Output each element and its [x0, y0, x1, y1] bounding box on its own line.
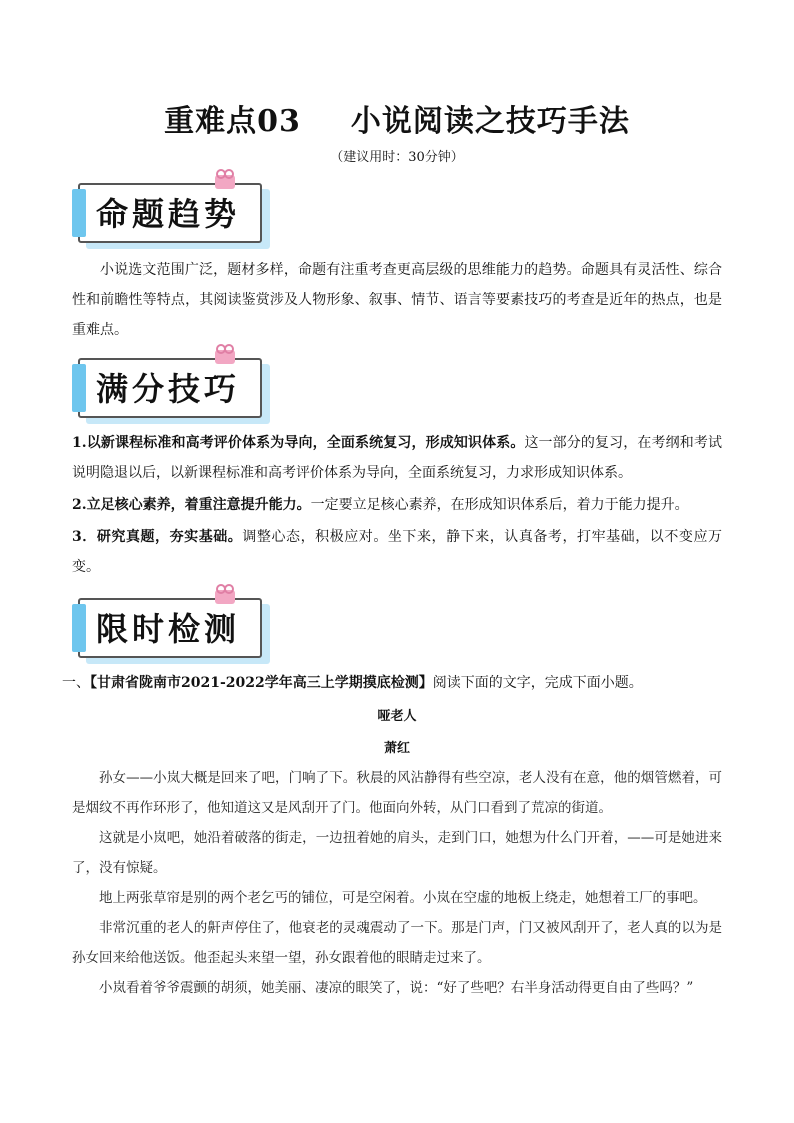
skill-item-3 [72, 522, 722, 582]
skill-2-text: 一定要立足核心素养，在形成知识体系后，着力于能力提升。 [310, 497, 689, 513]
section-title-skills: 满分技巧 [96, 370, 241, 408]
question-prefix: 一、 [62, 675, 90, 691]
story-title: 哑老人 [377, 709, 417, 724]
skill-1-heading: 1.以新课程标准和高考评价体系为导向，全面系统复习，形成知识体系。 [72, 435, 525, 451]
skill-item-2 [72, 490, 722, 520]
skill-item-1 [72, 428, 722, 488]
story-paragraph-5: 小岚看着爷爷震颤的胡须，她美丽、凄凉的眼笑了，说：“好了些吧？右半身活动得更自由了些吗？” [99, 980, 694, 996]
story-paragraph-3: 地上两张草帘是别的两个老乞丐的铺位，可是空闲着。小岚在空虚的地板上绕走，她想着工厂的事吧。 [99, 890, 707, 906]
section-banner-test [72, 590, 267, 660]
section-banner-trend [72, 175, 267, 245]
section-title-test: 限时检测 [96, 610, 241, 648]
paperclip-icon [212, 169, 238, 191]
story-author: 萧红 [383, 741, 410, 756]
paperclip-icon [212, 584, 238, 606]
skill-3-text: 调整心态，积极应对。坐下来，静下来，认真备考，打牢基础，以不变应万变。 [72, 529, 722, 575]
skill-2-heading: 2.立足核心素养，着重注意提升能力。 [72, 497, 311, 513]
page-title [0, 96, 794, 140]
tape-decoration [72, 189, 86, 237]
tape-decoration [72, 604, 86, 652]
question-source: 【甘肃省陇南市2021-2022学年高三上学期摸底检测】 [90, 675, 433, 691]
section-title-trend: 命题趋势 [96, 195, 241, 233]
title-code: 重难点03 [164, 104, 301, 139]
story-paragraph-4: 非常沉重的老人的鼾声停住了，他衰老的灵魂震动了一下。那是门声，门又被风刮开了，老人真的以为是孙女回来给他送饭。他歪起头来望一望，孙女跟着他的眼睛走过来了。 [72, 920, 722, 966]
trend-paragraph: 小说选文范围广泛，题材多样，命题有注重考查更高层级的思维能力的趋势。命题具有灵活性、综合性和前瞻性等特点，其阅读鉴赏涉及人物形象、叙事、情节、语言等要素技巧的考查是近年的热点，也是重难点。 [72, 262, 722, 338]
title-text: 小说阅读之技巧手法 [350, 104, 630, 139]
paperclip-icon [212, 344, 238, 366]
skill-1-text: 这一部分的复习，在考纲和考试说明隐退以后，以新课程标准和高考评价体系为导向，全面系统复习，力求形成知识体系。 [72, 435, 722, 481]
story-paragraph-2: 这就是小岚吧，她沿着破落的街走，一边扭着她的肩头，走到门口，她想为什么门开着，——可是她进来了，没有惊疑。 [72, 830, 722, 876]
tape-decoration [72, 364, 86, 412]
question-instruction: 阅读下面的文字，完成下面小题。 [432, 675, 643, 691]
suggested-time: （建议用时：30分钟） [330, 150, 464, 165]
question-line [62, 668, 732, 698]
section-banner-skills [72, 350, 267, 420]
skill-3-heading: 3．研究真题，夯实基础。 [72, 529, 243, 545]
story-paragraph-1: 孙女——小岚大概是回来了吧，门响了下。秋晨的风沾静得有些空凉，老人没有在意，他的烟管燃着，可是烟纹不再作环形了，他知道这又是风刮开了门。他面向外转，从门口看到了荒凉的街道。 [72, 770, 722, 816]
